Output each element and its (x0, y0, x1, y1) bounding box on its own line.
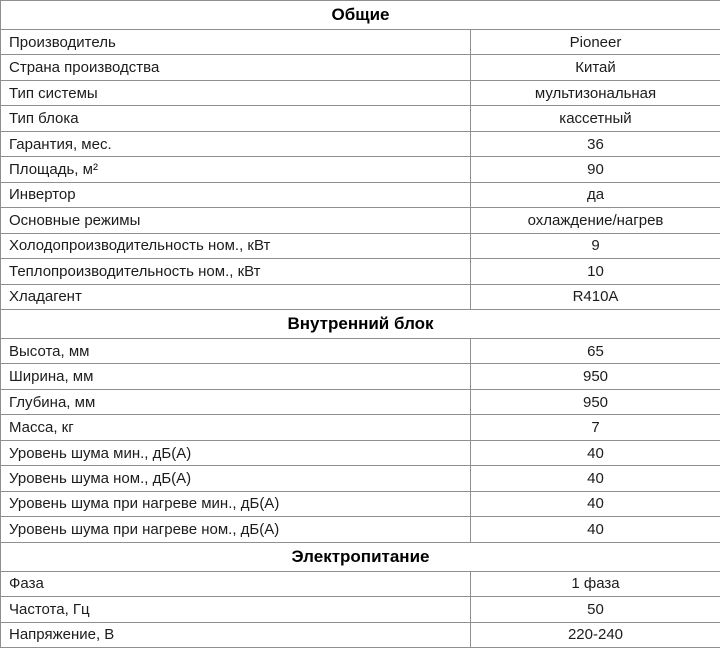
spec-label: Уровень шума мин., дБ(А) (1, 441, 471, 465)
spec-row (1, 517, 720, 542)
spec-label: Масса, кг (1, 415, 471, 439)
spec-value: 65 (587, 342, 604, 360)
spec-row (1, 466, 720, 491)
spec-value: 950 (582, 393, 609, 411)
spec-label: Частота, Гц (1, 597, 471, 621)
spec-value: R410A (572, 288, 619, 306)
spec-row (1, 234, 720, 259)
spec-label: Высота, мм (1, 339, 471, 363)
spec-value: 90 (587, 160, 604, 178)
spec-value: 40 (587, 495, 604, 513)
spec-label: Производитель (1, 30, 471, 54)
spec-value: 1 фаза (571, 575, 620, 593)
spec-row (1, 364, 720, 389)
spec-value: 40 (587, 469, 604, 487)
spec-label: Уровень шума ном., дБ(А) (1, 466, 471, 490)
spec-value: мультизональная (534, 84, 657, 102)
spec-value: 36 (587, 135, 604, 153)
spec-row (1, 183, 720, 208)
spec-label: Инвертор (1, 183, 471, 207)
spec-label: Уровень шума при нагреве мин., дБ(А) (1, 492, 471, 516)
spec-value: 7 (591, 419, 600, 437)
spec-row (1, 441, 720, 466)
section-header: Электропитание (1, 543, 720, 572)
spec-row (1, 572, 720, 597)
spec-value: охлаждение/нагрев (527, 211, 664, 229)
spec-label: Холодопроизводительность ном., кВт (1, 234, 471, 258)
spec-label: Хладагент (1, 285, 471, 309)
spec-row (1, 132, 720, 157)
spec-row (1, 259, 720, 284)
spec-label: Ширина, мм (1, 364, 471, 388)
spec-row (1, 415, 720, 440)
spec-value: 9 (591, 237, 600, 255)
spec-label: Основные режимы (1, 208, 471, 232)
spec-value: 40 (587, 444, 604, 462)
spec-value: да (586, 186, 605, 204)
spec-value: 40 (587, 520, 604, 538)
spec-label: Напряжение, В (1, 623, 471, 647)
spec-label: Тип блока (1, 106, 471, 130)
spec-row (1, 390, 720, 415)
spec-label: Гарантия, мес. (1, 132, 471, 156)
spec-row (1, 157, 720, 182)
spec-row (1, 285, 720, 310)
spec-row (1, 106, 720, 131)
spec-label: Теплопроизводительность ном., кВт (1, 259, 471, 283)
spec-row (1, 208, 720, 233)
spec-label: Фаза (1, 572, 471, 596)
spec-row (1, 55, 720, 80)
section-header: Общие (1, 1, 720, 30)
spec-row (1, 597, 720, 622)
spec-value: 10 (587, 262, 604, 280)
spec-label: Тип системы (1, 81, 471, 105)
spec-row (1, 492, 720, 517)
spec-row (1, 30, 720, 55)
spec-value: 950 (582, 368, 609, 386)
section-header: Внутренний блок (1, 310, 720, 339)
spec-row (1, 81, 720, 106)
spec-label: Площадь, м² (1, 157, 471, 181)
spec-value: Pioneer (569, 33, 622, 51)
spec-label: Уровень шума при нагреве ном., дБ(А) (1, 517, 471, 541)
spec-value: 50 (587, 600, 604, 618)
spec-label: Страна производства (1, 55, 471, 79)
spec-value: Китай (575, 59, 616, 77)
spec-value: 220-240 (567, 626, 624, 644)
spec-row (1, 623, 720, 648)
spec-row (1, 339, 720, 364)
spec-label: Глубина, мм (1, 390, 471, 414)
spec-value: кассетный (559, 110, 632, 128)
